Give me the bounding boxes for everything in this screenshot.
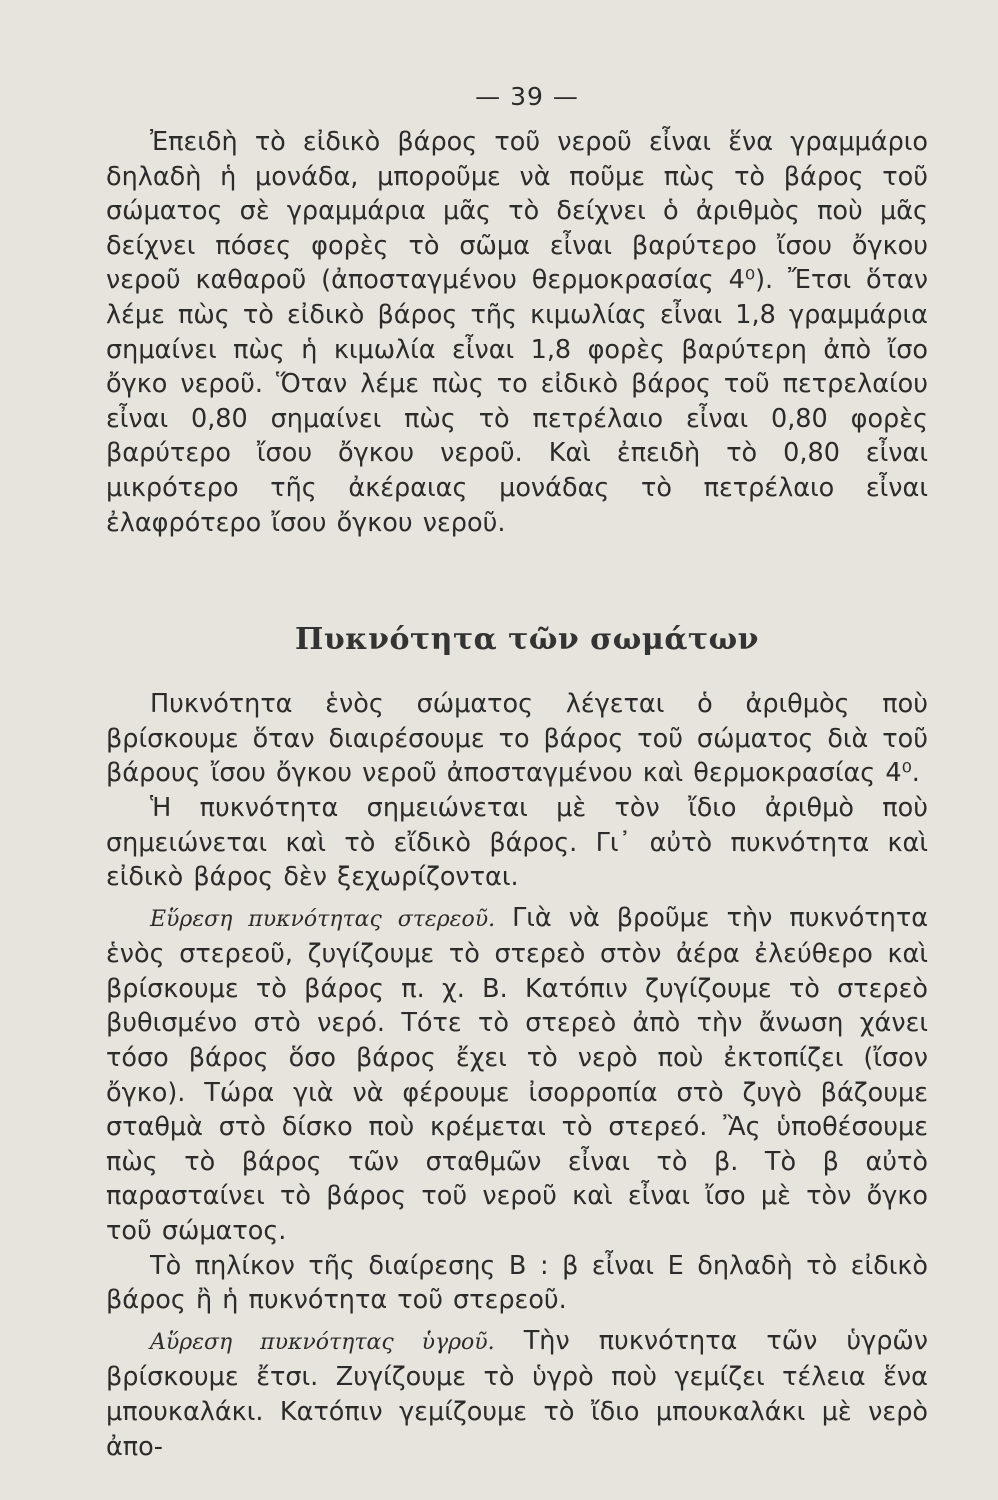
solid-density-heading: Εὕρεση πυκνότητας στερεοῦ. <box>150 906 496 932</box>
paragraph-quotient: Τὸ πηλίκον τῆς διαίρεσης Β : β εἶναι Ε δηλαδὴ τὸ εἰδικὸ βάρος ἢ ἡ πυκνότητα τοῦ στερεοῦ. <box>106 1250 928 1316</box>
paragraph-liquid-density <box>106 1324 928 1464</box>
page-number: — 39 — <box>475 82 579 111</box>
liquid-density-text: Τὴν πυκνότητα τῶν ὑγρῶν βρίσκουμε ἔτσι. Ζυγίζουμε τὸ ὑγρὸ ποὺ γεμίζει τέλεια ἕνα μπουκαλάκι. Κατόπιν γεμίζουμε τὸ ἴδιο μπουκαλάκι μὲ νερὸ ἀπο- <box>106 1325 928 1462</box>
paragraph-solid-density <box>106 901 928 1249</box>
paragraph-specific-weight: Ἐπειδὴ τὸ εἰδικὸ βάρος τοῦ νεροῦ εἶναι ἕνα γραμμάριο δηλαδὴ ἡ μονάδα, μποροῦμε νὰ ποῦμε πὼς τὸ βάρος τοῦ σώματος σὲ γραμμάρια μᾶς τὸ δείχνει ὁ ἀριθμὸς ποὺ μᾶς δείχνει πόσες φορὲς τὸ σῶμα εἶναι βαρύτερο ἴσου ὄγκου νεροῦ καθαροῦ (ἀποσταγμένου θερμοκρασίας 4⁰). Ἔτσι ὅταν λέμε πὼς τὸ εἰδικὸ βάρος τῆς κιμωλίας εἶναι 1,8 γραμμάρια σημαίνει πὼς ἡ κιμωλία εἶναι 1,8 φορὲς βαρύτερη ἀπὸ ἴσο ὄγκο νεροῦ. Ὅταν λέμε πὼς το εἰδικὸ βάρος τοῦ πετρελαίου εἶναι 0,80 σημαίνει πὼς τὸ πετρέλαιο εἶναι 0,80 φορὲς βαρύτερο ἴσου ὄγκου νεροῦ. Καὶ ἐπειδὴ τὸ 0,80 εἶναι μικρότερο τῆς ἀκέραιας μονάδας τὸ πετρέλαιο εἶναι ἐλαφρότερο ἴσου ὄγκου νεροῦ. <box>106 127 928 538</box>
paragraph-density-notation: Ἡ πυκνότητα σημειώνεται μὲ τὸν ἴδιο ἀριθμὸ ποὺ σημειώνεται καὶ τὸ εἴδικὸ βάρος. Γι᾽ αὐτὸ πυκνότητα καὶ εἰδικὸ βάρος δὲν ξεχωρίζονται. <box>106 792 928 893</box>
solid-density-text: Γιὰ νὰ βροῦμε τὴν πυκνότητα ἑνὸς στερεοῦ, ζυγίζουμε τὸ στερεὸ στὸν ἀέρα ἐλεύθερο καὶ βρίσκουμε τὸ βάρος π. χ. Β. Κατόπιν ζυγίζουμε τὸ στερεὸ βυθισμένο στὸ νερό. Τότε τὸ στερεὸ ἀπὸ τὴν ἄνωση χάνει τόσο βάρος ὅσο βάρος ἔχει τὸ νερὸ ποὺ ἐκτοπίζει (ἴσον ὄγκο). Τώρα γιὰ νὰ φέρουμε ἰσορροπία στὸ ζυγὸ βάζουμε σταθμὰ στὸ δίσκο ποὺ κρέμεται τὸ στερεό. Ἂς ὑποθέσουμε πὼς τὸ βάρος τῶν σταθμῶν εἶναι τὸ β. Τὸ β αὐτὸ παρασταίνει τὸ βάρος τοῦ νεροῦ καὶ εἶναι ἴσο μὲ τὸν ὄγκο τοῦ σώματος. <box>106 902 928 1247</box>
paragraph-density-definition: Πυκνότητα ἑνὸς σώματος λέγεται ὁ ἀριθμὸς ποὺ βρίσκουμε ὅταν διαιρέσουμε το βάρος τοῦ σώματος διὰ τοῦ βάρους ἴσου ὄγκου νεροῦ ἀποσταγμένου καὶ θερμοκρασίας 4⁰. <box>106 689 928 789</box>
section-title: Πυκνότητα τῶν σωμάτων <box>295 622 759 658</box>
liquid-density-heading: Αὕρεση πυκνότητας ὑγροῦ. <box>150 1329 495 1355</box>
